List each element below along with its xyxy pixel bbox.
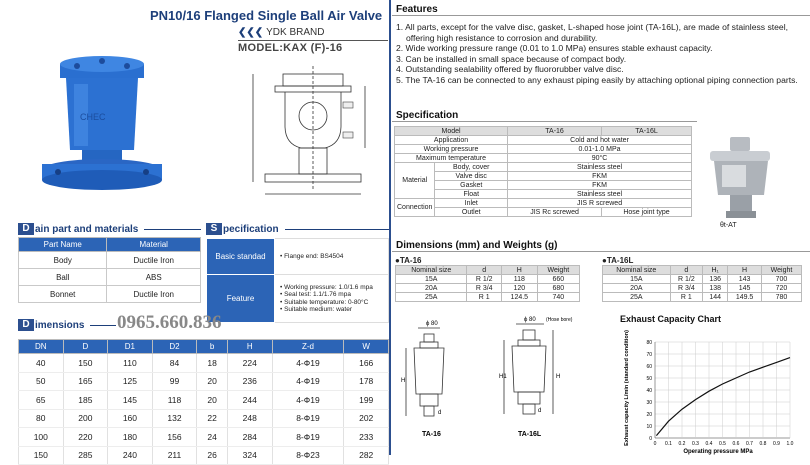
ta16-caption: TA-16 xyxy=(422,431,441,438)
x-tick-label: 0.1 xyxy=(665,441,672,447)
dims-col: b xyxy=(197,340,228,354)
table-row: Gasket FKM xyxy=(395,181,692,190)
y-tick-label: 80 xyxy=(646,340,652,346)
brand-label xyxy=(238,27,388,38)
table-row: 40 150 110 84 18 224 4-Ф19 166 xyxy=(19,354,389,373)
y-tick-label: 0 xyxy=(649,436,652,442)
table-row: 65 185 145 118 20 244 4-Ф19 199 xyxy=(19,391,389,410)
spec-table xyxy=(206,238,389,323)
table-row: Ball ABS xyxy=(19,269,201,286)
table-row: Working pressure 0.01-1.0 MPa xyxy=(395,145,692,154)
table-row: 20A R 3/4 120 680 xyxy=(396,284,580,293)
x-tick-label: 0.4 xyxy=(705,441,713,447)
dimensions-table xyxy=(18,339,389,465)
d-label: d xyxy=(438,410,442,416)
casting-text: CHEC xyxy=(80,112,106,122)
dims-weights-heading: Dimensions (mm) and Weights (g) xyxy=(392,240,810,252)
x-tick-label: 0.3 xyxy=(692,441,699,447)
table-row: Bonnet Ductile Iron xyxy=(19,286,201,303)
dims-col: H xyxy=(227,340,272,354)
table-row: Nominal size d H Weight xyxy=(396,266,580,275)
dims-col: D1 xyxy=(108,340,153,354)
product-photo xyxy=(700,135,782,220)
x-tick-label: 0.9 xyxy=(773,441,780,447)
exhaust-capacity-chart xyxy=(610,330,805,455)
ta16l-caption: TA-16L xyxy=(518,431,542,438)
table-row: Float Stainless steel xyxy=(395,190,692,199)
table-row: Maximum temperature 90°C xyxy=(395,154,692,163)
table-row: 15A R 1/2 118 660 xyxy=(396,275,580,284)
list-item: 3. Can be installed in small space because of compact body. xyxy=(396,53,627,64)
table-row: Outlet JIS Rc screwed Hose joint type xyxy=(395,208,692,217)
table-row: Body Ductile Iron xyxy=(19,252,201,269)
phone-number: 0965.660.836 xyxy=(117,312,222,333)
spec-heading: S pecification xyxy=(206,222,389,236)
phi80-label: ϕ 80 xyxy=(426,321,438,327)
panel-divider xyxy=(389,0,391,455)
features-heading: Features xyxy=(392,4,810,16)
x-tick-label: 0 xyxy=(653,441,657,447)
table-row: 100 220 180 156 24 284 8-Ф19 233 xyxy=(19,428,389,447)
model-number: MODEL:KAX (F)-16 xyxy=(238,40,388,54)
ta16l-label: ●TA-16L xyxy=(602,256,634,265)
table-row: 15A R 1/2 136 143 700 xyxy=(603,275,802,284)
h-dim-label-l: H xyxy=(556,374,561,380)
parts-heading-tab: D xyxy=(18,223,34,235)
spec-label: Feature xyxy=(207,275,275,323)
col-part-name: Part Name xyxy=(19,238,107,252)
ta16l-table xyxy=(602,265,802,302)
dims-heading: D imensions xyxy=(18,318,116,332)
x-tick-label: 0.8 xyxy=(759,441,767,447)
y-tick-label: 10 xyxy=(646,424,652,430)
table-row: 25A R 1 124.5 740 xyxy=(396,293,580,302)
spec-heading-tab: S xyxy=(206,223,222,235)
col-material: Material xyxy=(107,238,201,252)
photo-caption: θt-AT xyxy=(720,222,737,229)
table-row: Application Cold and hot water xyxy=(395,136,692,145)
table-row: 150 285 240 211 26 324 8-Ф23 282 xyxy=(19,446,389,465)
chart-heading: Exhaust Capacity Chart xyxy=(620,314,722,324)
list-item: 1. All parts, except for the valve disc, gasket, L-shaped hose joint (TA-16L), are made of stainless steel, offering high resistance to corrosion and durability. xyxy=(396,22,789,43)
spec-right-table xyxy=(394,126,692,217)
spec-value: • Working pressure: 1.0/1.6 mpa • Seal test: 1.1/1.76 mpa • Suitable temperature: 0-80°C • Suitable medium: water xyxy=(275,275,389,323)
h-dim-label: H xyxy=(401,378,406,384)
dims-col: D2 xyxy=(152,340,197,354)
dims-heading-tab: D xyxy=(18,319,34,331)
parts-table xyxy=(18,237,201,303)
dims-col: DN xyxy=(19,340,64,354)
parts-heading: D ain part and materials xyxy=(18,222,201,236)
spec-value: • Flange end: BS4504 xyxy=(275,239,389,275)
table-row: Material Body, cover Stainless steel xyxy=(395,163,692,172)
dims-col: D xyxy=(63,340,108,354)
table-row: Nominal size d H₁ H Weight xyxy=(603,266,802,275)
list-item: 4. Outstanding sealability offered by fluororubber valve disc. xyxy=(396,64,624,74)
y-tick-label: 30 xyxy=(646,400,652,406)
features-list xyxy=(392,22,810,85)
dims-col: W xyxy=(344,340,389,354)
spec-label: Basic standad xyxy=(207,239,275,275)
y-tick-label: 70 xyxy=(646,352,652,358)
y-axis-label: Exhaust capacity L/min (standard condition) xyxy=(624,330,630,446)
ta16-label: ●TA-16 xyxy=(395,256,422,265)
chevrons-icon: ❮❮❮ xyxy=(238,27,264,38)
ta16-table xyxy=(395,265,580,302)
page-title: PN10/16 Flanged Single Ball Air Valve xyxy=(150,8,383,23)
phi80-label-l: ϕ 80 xyxy=(524,317,536,323)
table-row: 50 165 125 99 20 236 4-Ф19 178 xyxy=(19,372,389,391)
table-row: Model TA-16 TA-16L xyxy=(395,127,692,136)
table-row xyxy=(207,239,389,275)
x-tick-label: 0.2 xyxy=(678,441,686,447)
y-tick-label: 20 xyxy=(646,412,652,418)
list-item: 5. The TA-16 can be connected to any exhaust piping easily by attaching optional piping connection parts. xyxy=(396,74,798,85)
series-line xyxy=(656,358,790,436)
valve-section-drawing xyxy=(245,66,385,206)
y-tick-label: 50 xyxy=(646,376,652,382)
table-row: 80 200 160 132 22 248 8-Ф19 202 xyxy=(19,409,389,428)
table-row: 20A R 3/4 138 145 720 xyxy=(603,284,802,293)
x-tick-label: 0.6 xyxy=(732,441,740,447)
x-tick-label: 0.5 xyxy=(719,441,726,447)
d-label-l: d xyxy=(538,408,542,414)
y-tick-label: 60 xyxy=(646,364,652,370)
x-axis-label: Operating pressure MPa xyxy=(683,449,753,455)
table-row: Valve disc FKM xyxy=(395,172,692,181)
spec-right-heading: Specification xyxy=(392,110,697,122)
table-row: 25A R 1 144 149.5 780 xyxy=(603,293,802,302)
table-row: Connection Inlet JIS R screwed xyxy=(395,199,692,208)
x-tick-label: 0.7 xyxy=(746,441,753,447)
dims-col: Z-d xyxy=(272,340,344,354)
hose-bore-label: (Hose bore) xyxy=(546,317,573,323)
brand-text: YDK BRAND xyxy=(266,27,325,38)
x-tick-label: 1.0 xyxy=(786,441,794,447)
list-item: 2. Wide working pressure range (0.01 to 1.0 MPa) ensures stable exhaust capacity. xyxy=(396,43,713,53)
ta16-drawings xyxy=(398,316,598,455)
y-tick-label: 40 xyxy=(646,388,652,394)
h1-dim-label: H1 xyxy=(499,374,507,380)
valve-photo xyxy=(22,40,200,208)
table-row xyxy=(207,275,389,323)
